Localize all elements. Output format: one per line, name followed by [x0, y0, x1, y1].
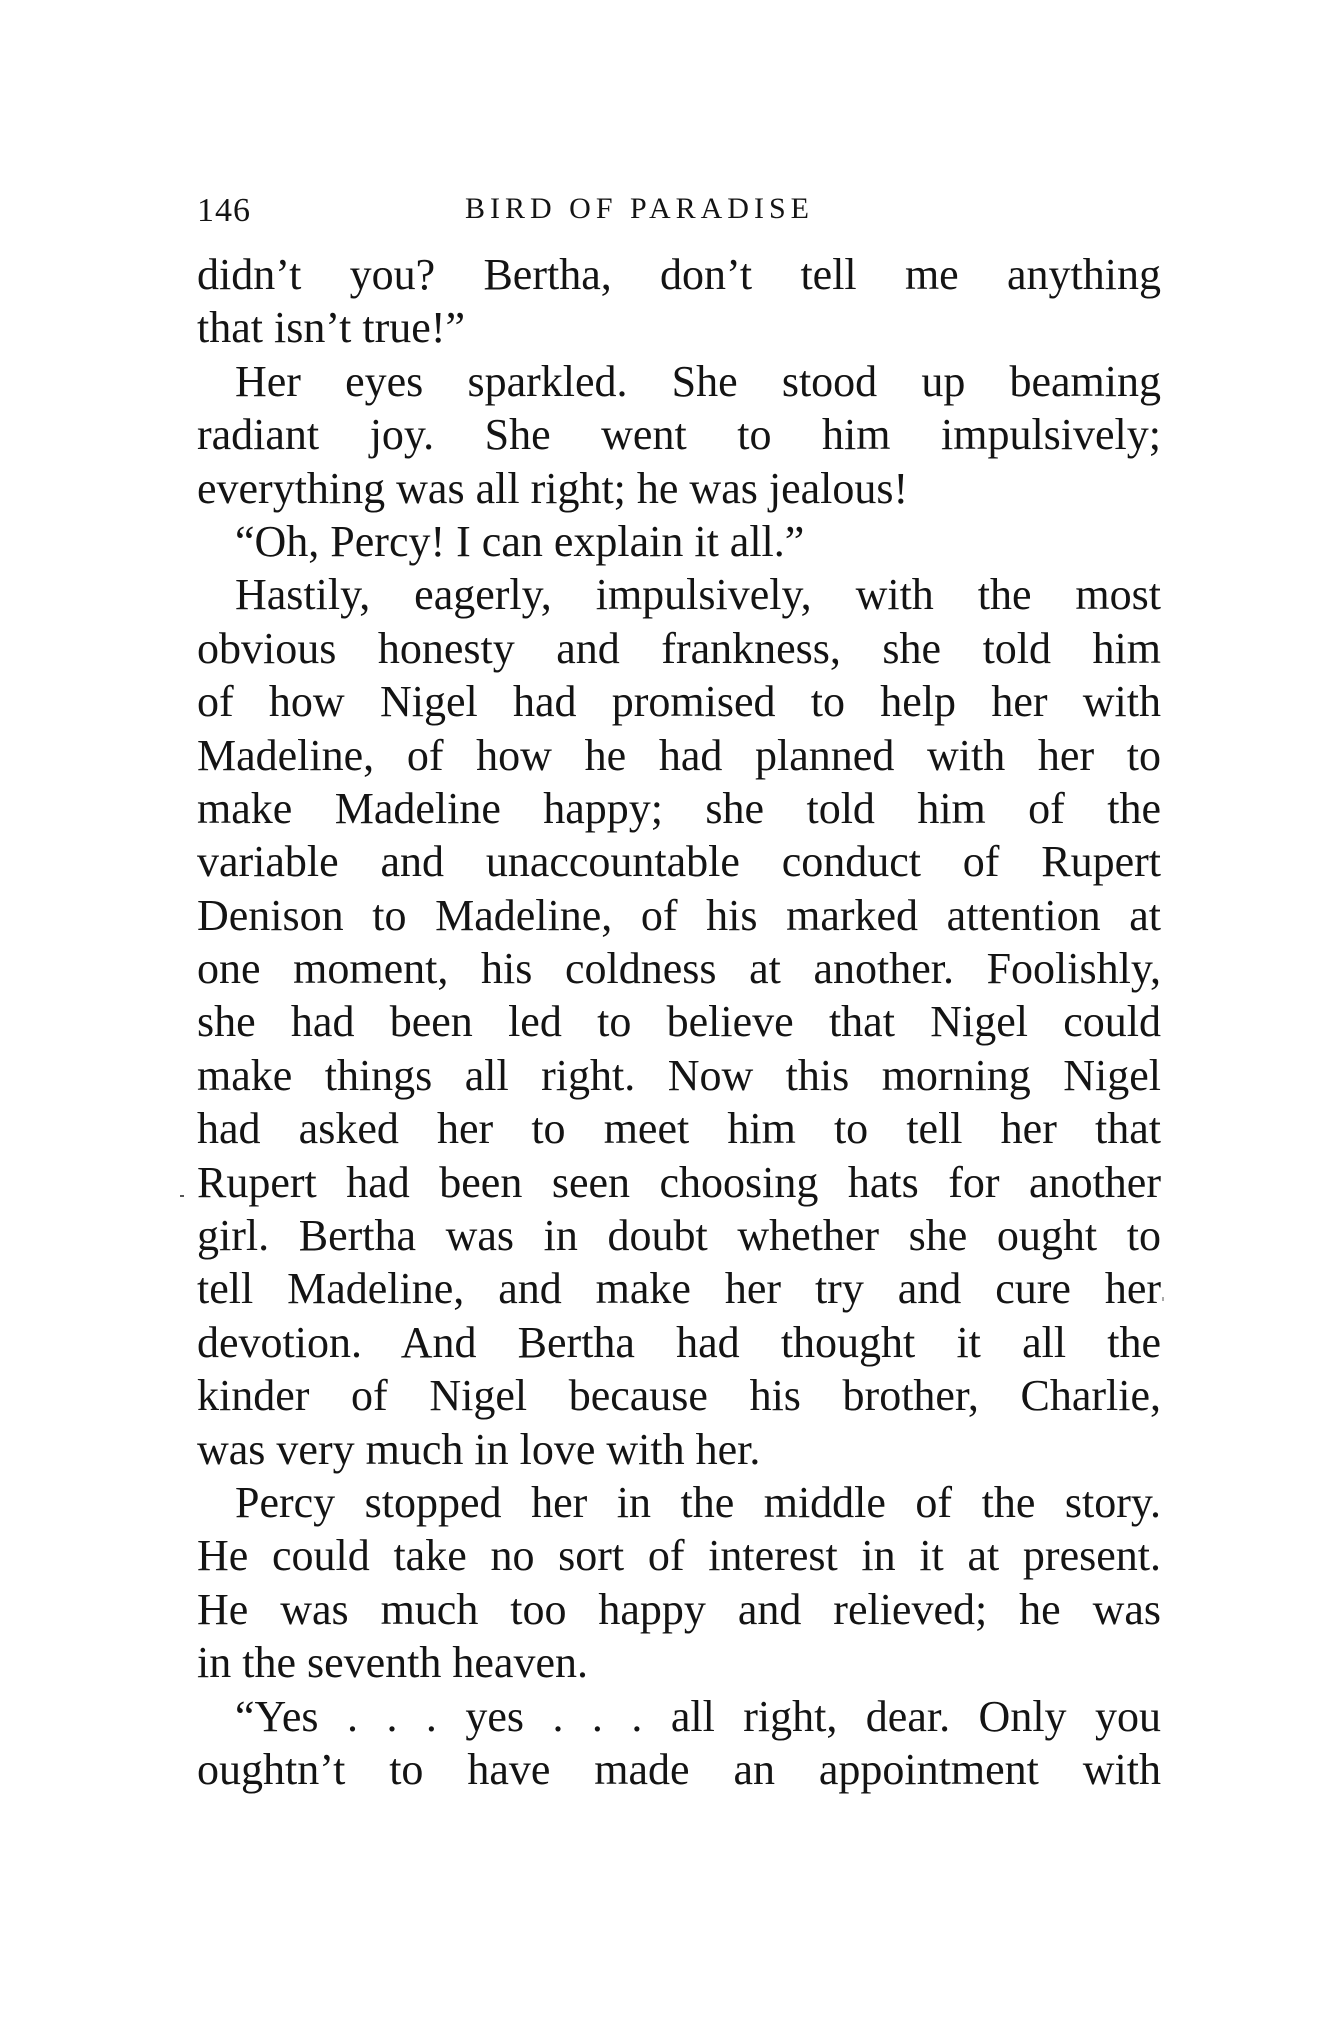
text-line: make Madeline happy; she told him of the — [197, 783, 1161, 833]
text-line: obvious honesty and frankness, she told him — [197, 623, 1161, 673]
margin-mark — [180, 1195, 184, 1197]
text-line: devotion. And Bertha had thought it all the — [197, 1317, 1161, 1367]
text-line: Denison to Madeline, of his marked attention at — [197, 890, 1161, 940]
text-line: radiant joy. She went to him impulsively; — [197, 410, 1161, 460]
text-line: Madeline, of how he had planned with her to — [197, 730, 1161, 780]
text-line: oughtn’t to have made an appointment with — [197, 1744, 1161, 1794]
text-line: Percy stopped her in the middle of the story. — [235, 1477, 1161, 1527]
text-line: He could take no sort of interest in it at present. — [197, 1531, 1161, 1581]
text-line: girl. Bertha was in doubt whether she ought to — [197, 1211, 1161, 1261]
page-number: 146 — [197, 192, 251, 229]
text-line: she had been led to believe that Nigel could — [197, 997, 1161, 1047]
text-line: kinder of Nigel because his brother, Charlie, — [197, 1371, 1161, 1421]
text-line: didn’t you? Bertha, don’t tell me anything — [197, 250, 1161, 299]
text-line: Hastily, eagerly, impulsively, with the most — [235, 570, 1161, 620]
text-line: in the seventh heaven. — [197, 1638, 588, 1688]
text-line: everything was all right; he was jealous! — [197, 463, 909, 513]
text-line: tell Madeline, and make her try and cure her — [197, 1264, 1161, 1314]
text-line: variable and unaccountable conduct of Rupert — [197, 837, 1161, 887]
text-line: had asked her to meet him to tell her that — [197, 1104, 1161, 1154]
paper-speck — [1162, 1297, 1164, 1301]
body-text — [197, 248, 1161, 1796]
text-line: Her eyes sparkled. She stood up beaming — [235, 356, 1161, 406]
running-head: BIRD OF PARADISE — [465, 192, 814, 225]
text-line: “Oh, Percy! I can explain it all.” — [235, 516, 805, 566]
text-line: one moment, his coldness at another. Foolishly, — [197, 944, 1161, 994]
text-line: that isn’t true!” — [197, 303, 465, 353]
text-line: He was much too happy and relieved; he was — [197, 1584, 1161, 1634]
text-line: was very much in love with her. — [197, 1424, 761, 1474]
text-line: Rupert had been seen choosing hats for another — [197, 1157, 1161, 1207]
text-line: of how Nigel had promised to help her with — [197, 677, 1161, 727]
text-line: make things all right. Now this morning Nigel — [197, 1050, 1161, 1100]
page-header — [197, 192, 1161, 238]
text-line: “Yes . . . yes . . . all right, dear. Only you — [235, 1691, 1161, 1741]
